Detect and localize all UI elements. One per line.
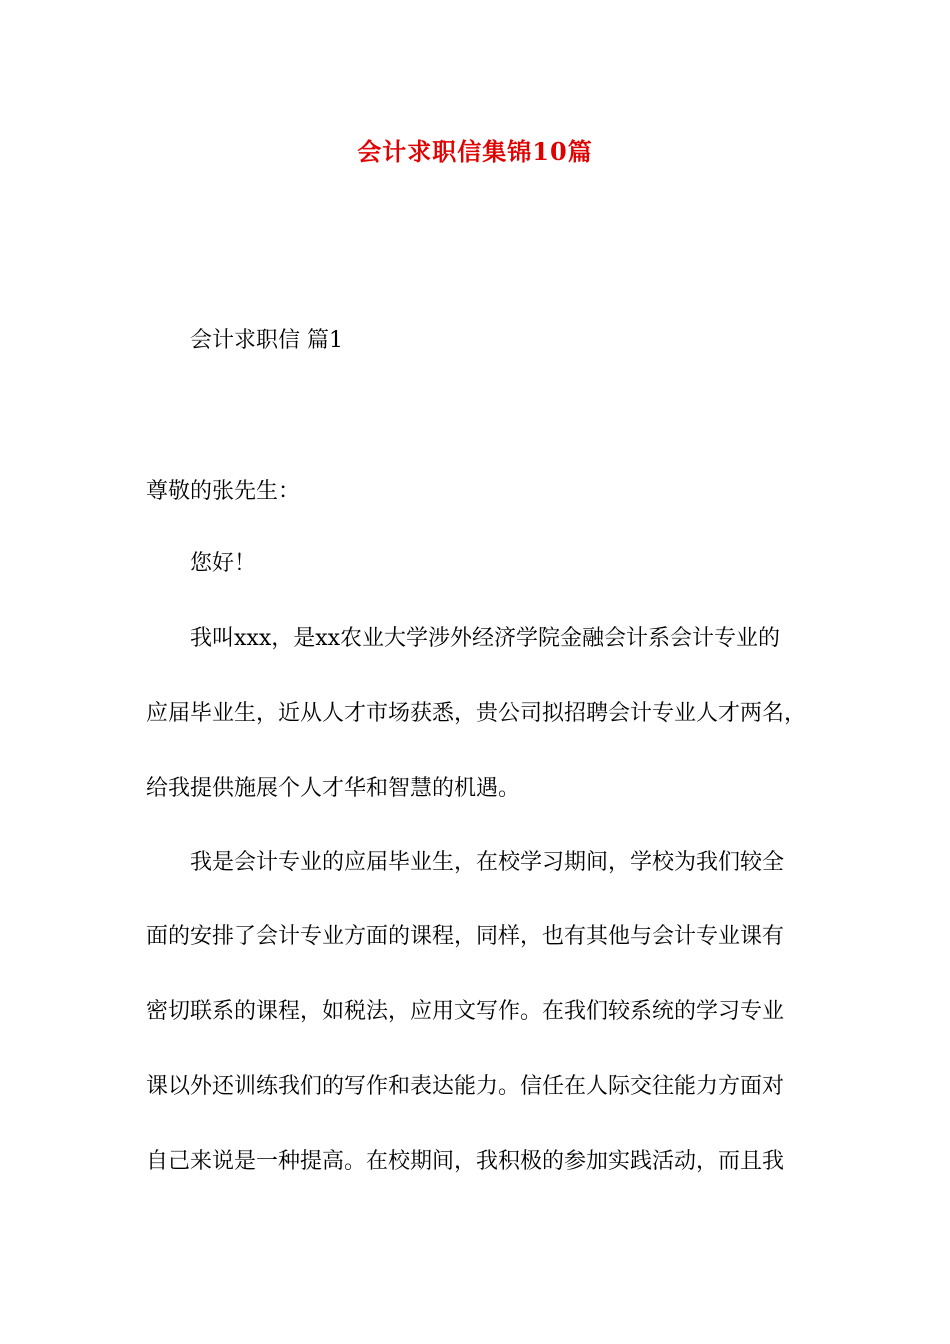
paragraph-2-line-4: 课以外还训练我们的写作和表达能力。信任在人际交往能力方面对: [146, 1074, 785, 1099]
paragraph-2-line-2: 面的安排了会计专业方面的课程，同样，也有其他与会计专业课有: [146, 924, 785, 949]
paragraph-2-line-5: 自己来说是一种提高。在校期间，我积极的参加实践活动，而且我: [146, 1149, 785, 1174]
section-heading: 会计求职信 篇1: [190, 328, 343, 353]
paragraph-2-line-3: 密切联系的课程，如税法，应用文写作。在我们较系统的学习专业: [146, 999, 785, 1024]
paragraph-1-line-2: 应届毕业生，近从人才市场获悉，贵公司拟招聘会计专业人才两名，: [146, 701, 807, 726]
paragraph-1-line-1: 我叫xxx，是xx农业大学涉外经济学院金融会计系会计专业的: [190, 626, 781, 651]
document-title: 会计求职信集锦10篇: [357, 137, 593, 166]
paragraph-2-line-1: 我是会计专业的应届毕业生，在校学习期间，学校为我们较全: [190, 850, 785, 875]
greeting: 您好！: [190, 551, 257, 576]
paragraph-1-line-3: 给我提供施展个人才华和智慧的机遇。: [146, 776, 521, 801]
salutation: 尊敬的张先生：: [146, 479, 301, 504]
